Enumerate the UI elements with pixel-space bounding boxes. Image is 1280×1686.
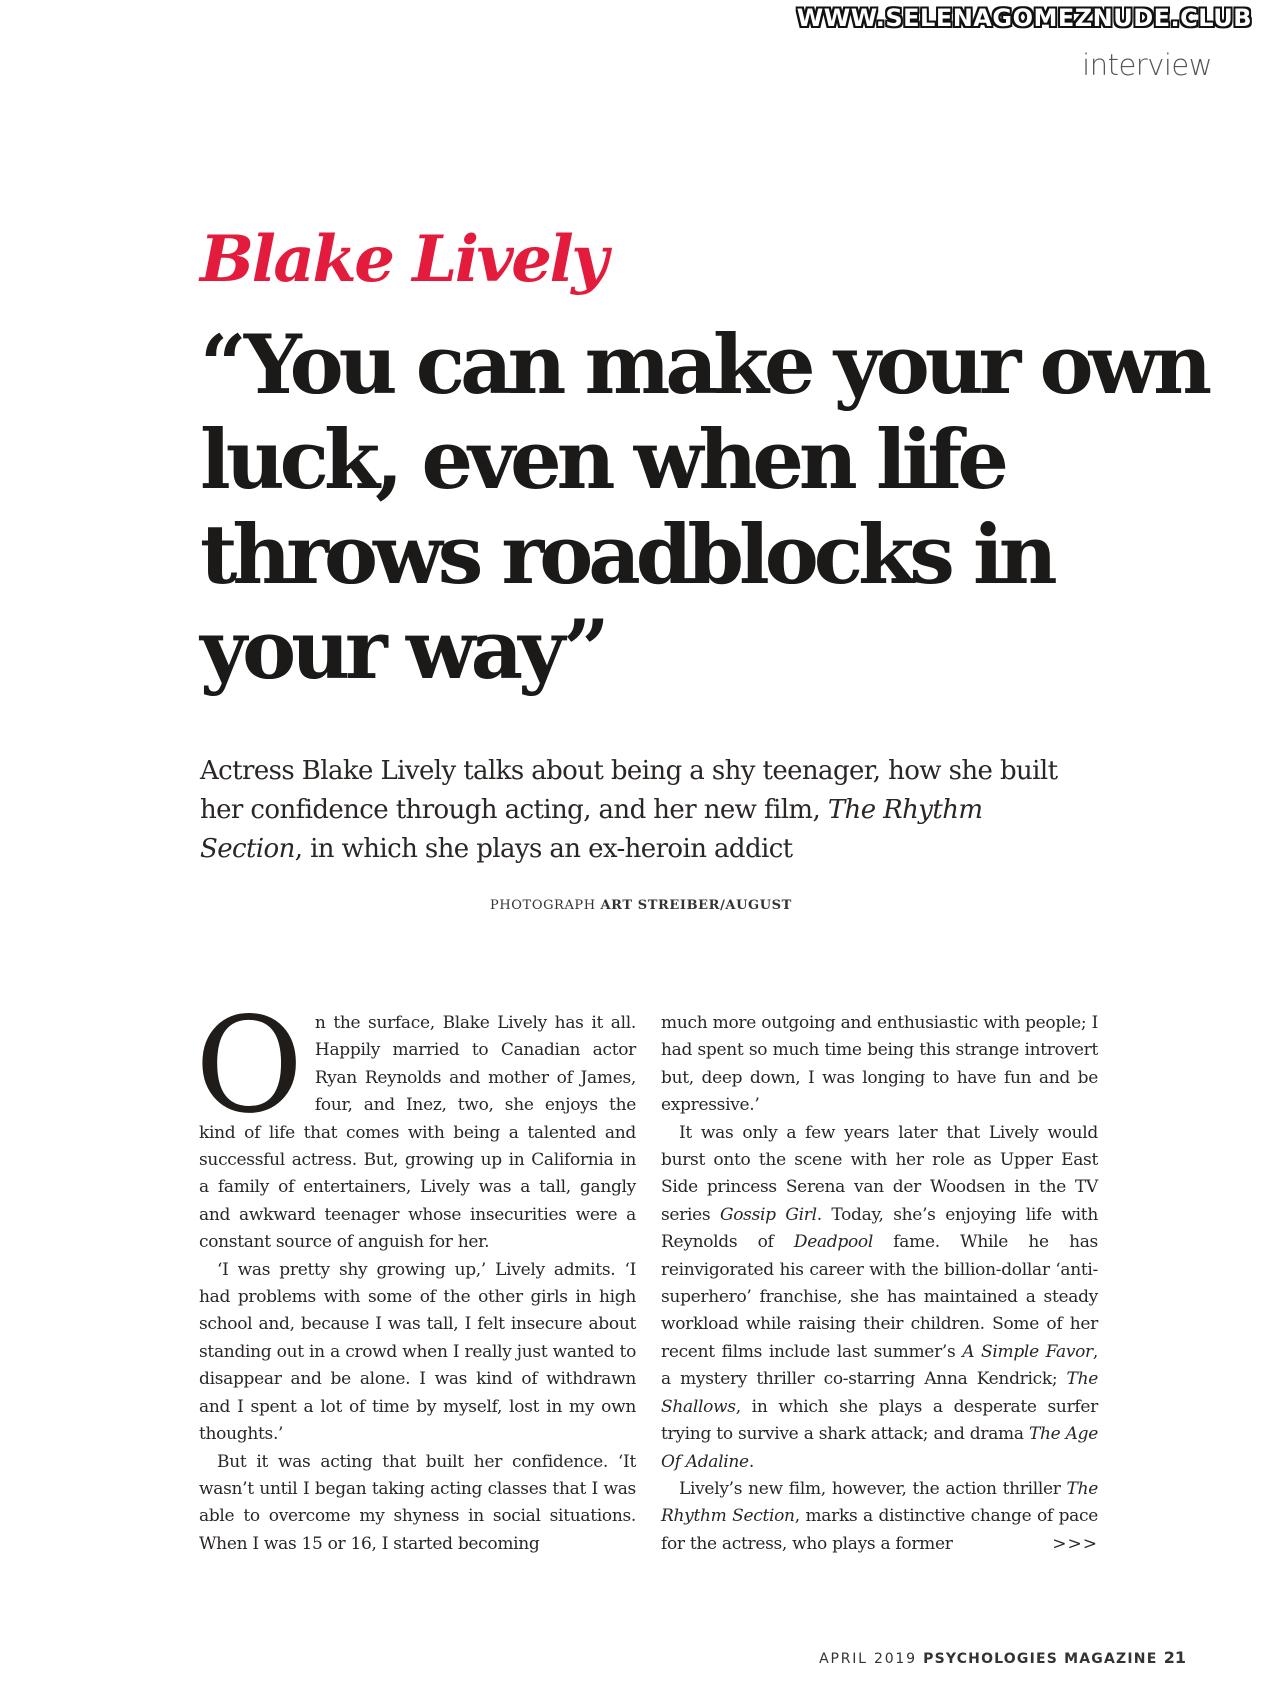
body-column-right bbox=[661, 1010, 1098, 1558]
page-number: 21 bbox=[1163, 1648, 1186, 1667]
title-a-simple-favor: A Simple Favor bbox=[962, 1341, 1093, 1362]
continue-arrow: >>> bbox=[1052, 1533, 1098, 1554]
photo-credit-name: ART STREIBER/AUGUST bbox=[600, 898, 792, 913]
title-gossip-girl: Gossip Girl bbox=[719, 1204, 817, 1225]
paragraph-4: much more outgoing and enthusiastic with people; I had spent so much time being this strange introvert but, deep down, I was longing to have fun and be expressive.’ bbox=[661, 1013, 1098, 1116]
folio-date: APRIL 2019 bbox=[819, 1651, 917, 1667]
standfirst bbox=[200, 752, 1060, 869]
watermark: WWW.SELENAGOMEZNUDE.CLUB bbox=[796, 4, 1252, 32]
title-deadpool: Deadpool bbox=[793, 1232, 873, 1253]
headline: “You can make your own luck, even when life throws roadblocks in your way” bbox=[200, 318, 1208, 698]
p5-text-c: fame. While he has reinvigorated his career with the billion-dollar ‘anti-superhero’ franchise, she has maintained a steady workload while raising their children. Some of her recent films include last summer’s bbox=[661, 1232, 1098, 1362]
drop-cap: O bbox=[195, 989, 303, 1143]
paragraph-1 bbox=[195, 989, 636, 1257]
paragraph-6 bbox=[661, 1476, 1098, 1558]
photo-credit-label: PHOTOGRAPH bbox=[490, 898, 596, 913]
paragraph-2: ‘I was pretty shy growing up,’ Lively admits. ‘I had problems with some of the other girls in high school and, because I was tall, I felt insecure about standing out in a crowd when I really just wanted to disappear and be alone. I was kind of withdrawn and I spent a lot of time by myself, lost in my own thoughts.’ bbox=[199, 1259, 636, 1445]
standfirst-text: Actress Blake Lively talks about being a shy teenager, how she built her confidence through acting, and her new film, bbox=[200, 756, 1058, 825]
p5-text-f: . bbox=[748, 1451, 754, 1472]
paragraph-3: But it was acting that built her confidence. ‘It wasn’t until I began taking acting classes that I was able to overcome my shyness in social situations. When I was 15 or 16, I started becoming bbox=[199, 1451, 636, 1554]
section-label: interview bbox=[1082, 48, 1212, 82]
standfirst-film-title: The Rhythm Section bbox=[200, 795, 983, 864]
p5-text-b: . Today, she’s enjoying life with Reynolds of bbox=[661, 1204, 1098, 1253]
folio-magazine: PSYCHOLOGIES MAGAZINE bbox=[923, 1651, 1158, 1667]
title-the-shallows: The Shallows bbox=[661, 1369, 1098, 1417]
kicker-name: Blake Lively bbox=[200, 222, 606, 297]
standfirst-text-end: , in which she plays an ex-heroin addict bbox=[294, 834, 793, 864]
p6-text-b: , marks a distinctive change of pace for the actress, who plays a former bbox=[661, 1506, 1098, 1554]
paragraph-1-text: n the surface, Blake Lively has it all. Happily married to Canadian actor Ryan Reynolds and mother of James, four, and Inez, two, she enjoys the kind of life that comes with being a talented and successful actress. But, growing up in California in a family of entertainers, Lively was a tall, gangly and awkward teenager whose insecurities were a constant source of anguish for her. bbox=[199, 1013, 636, 1253]
paragraph-5 bbox=[661, 1120, 1098, 1476]
body-column-left bbox=[195, 989, 636, 1558]
title-age-of-adaline: The Age Of Adaline bbox=[661, 1424, 1099, 1472]
p6-text-a: Lively’s new film, however, the action thriller bbox=[679, 1478, 1067, 1499]
photo-credit bbox=[490, 898, 792, 913]
folio bbox=[819, 1648, 1186, 1667]
p5-text-e: , in which she plays a desperate surfer trying to survive a shark attack; and drama bbox=[661, 1396, 1098, 1445]
title-the-rhythm-section: The Rhythm Section bbox=[661, 1478, 1098, 1527]
p5-text-a: It was only a few years later that Lively would burst onto the scene with her role as Upper East Side princess Serena van der Woodsen in the TV series bbox=[661, 1122, 1098, 1225]
p5-text-d: , a mystery thriller co-starring Anna Kendrick; bbox=[661, 1341, 1098, 1390]
